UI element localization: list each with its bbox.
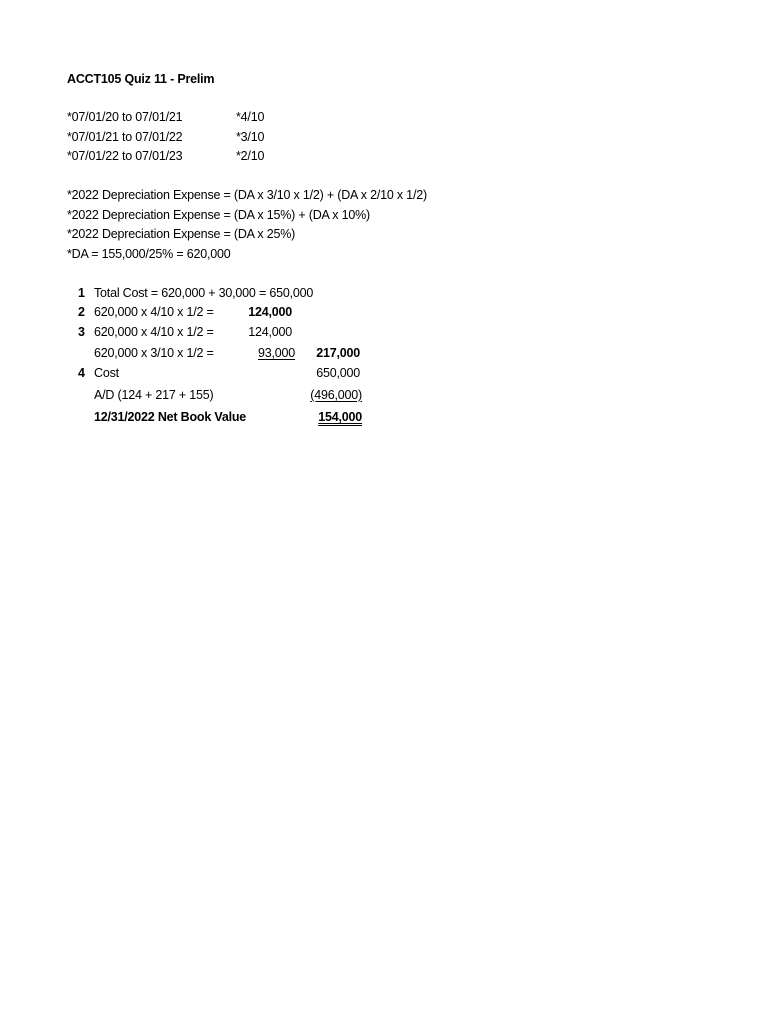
answer-amount-3b	[235, 345, 295, 361]
period-range-2: *07/01/21 to 07/01/22	[67, 130, 183, 144]
answer-text-4c: 12/31/2022 Net Book Value	[94, 410, 247, 424]
answer-text-2: 620,000 x 4/10 x 1/2 =	[94, 305, 214, 319]
answer-number-3: 3	[78, 325, 85, 339]
answer-number-2: 2	[78, 305, 85, 319]
answer-total-4b-value: (496,000)	[310, 388, 362, 402]
answer-total-4: 650,000	[316, 366, 360, 380]
answer-text-1: Total Cost = 620,000 + 30,000 = 650,000	[94, 286, 314, 300]
answer-amount-3b-value: 93,000	[257, 346, 295, 360]
period-fraction-2: *3/10	[236, 130, 265, 144]
answer-text-3b: 620,000 x 3/10 x 1/2 =	[94, 346, 214, 360]
document-title: ACCT105 Quiz 11 - Prelim	[67, 72, 215, 86]
answer-total-4b	[290, 387, 362, 403]
answer-amount-2: 124,000	[248, 305, 292, 319]
period-fraction-3: *2/10	[236, 149, 265, 163]
answer-number-1: 1	[78, 286, 85, 300]
answer-text-3: 620,000 x 4/10 x 1/2 =	[94, 325, 214, 339]
period-range-3: *07/01/22 to 07/01/23	[67, 149, 183, 163]
formula-line-1: *2022 Depreciation Expense = (DA x 3/10 x 1/2) + (DA x 2/10 x 1/2)	[67, 188, 427, 202]
answer-amount-3: 124,000	[248, 325, 292, 339]
period-fraction-1: *4/10	[236, 110, 265, 124]
period-range-1: *07/01/20 to 07/01/21	[67, 110, 183, 124]
formula-line-3: *2022 Depreciation Expense = (DA x 25%)	[67, 227, 296, 241]
answer-total-4c	[290, 409, 362, 425]
answer-number-4: 4	[78, 366, 85, 380]
answer-text-4: Cost	[94, 366, 119, 380]
formula-line-2: *2022 Depreciation Expense = (DA x 15%) + (DA x 10%)	[67, 208, 370, 222]
formula-line-4: *DA = 155,000/25% = 620,000	[67, 247, 231, 261]
answer-total-3b: 217,000	[316, 346, 360, 360]
answer-text-4b: A/D (124 + 217 + 155)	[94, 388, 214, 402]
answer-total-4c-value: 154,000	[318, 410, 362, 424]
